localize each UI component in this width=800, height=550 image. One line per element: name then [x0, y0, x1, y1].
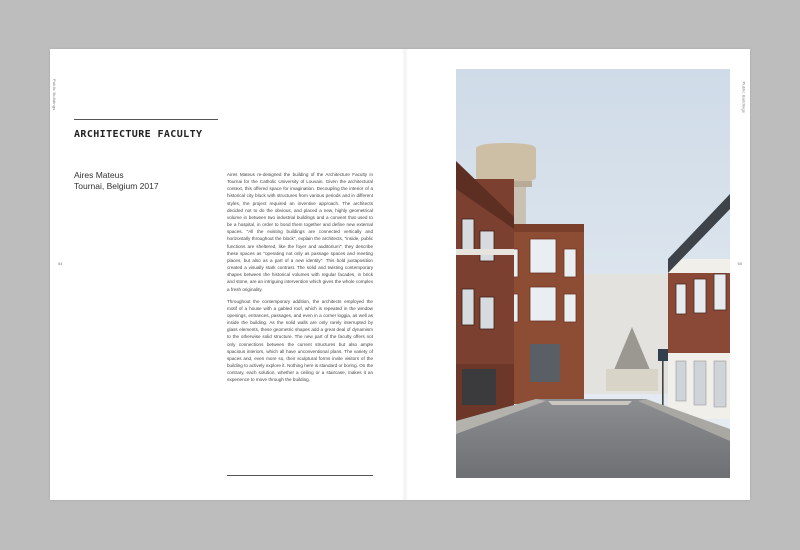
street-sign — [658, 349, 668, 361]
page-number-left: 54 — [58, 261, 63, 266]
body-end-rule — [227, 475, 373, 476]
architect-name: Aires Mateus — [74, 170, 124, 180]
water-tower-tank — [476, 143, 536, 183]
body-paragraph-2: Throughout the contemporary addition, the architects employed the motif of a house with a gabled roof, which is repeated in the window openings, entrances, passages, and even in a corner loggia, as well as inside the building. As the solid walls are only rarely interrupted by glass elements, these geometric shapes add a great deal of dynamism to the otherwise solid structure. The new part of the faculty offers not only connections between the current structures but also ample spacious interiors, which all have unconventional plans. The variety of spaces and, even more so, their sculptural forms invite visitors of the building to actively explore it. Nothing here is standard or boring. On the contrary, each solution, whether a ceiling or a staircase, makes it an experience to move through the building. — [227, 298, 373, 383]
architect-credit — [74, 170, 159, 192]
book-gutter — [402, 49, 408, 500]
building-photo-illustration — [456, 69, 730, 478]
running-header-left: Public Buildings — [52, 79, 57, 111]
building-photograph — [456, 69, 730, 478]
title-rule — [74, 119, 218, 120]
page-number-right: 55 — [737, 261, 742, 266]
running-header-right: Public Buildings — [741, 81, 746, 113]
book-spread — [50, 49, 750, 500]
body-text — [227, 171, 373, 389]
page-title: ARCHITECTURE FACULTY — [74, 129, 203, 140]
project-location: Tournai, Belgium 2017 — [74, 181, 159, 191]
body-paragraph-1: Aires Mateus re-designed the building of the Architecture Faculty in Tournai for the Catholic University of Louvain. Given the architectural context, this offered space for imagination. Decoupling the interior of a historical city block with structures from various periods and in different styles, the project required an inventive approach. The architects decided not to do the obvious, and placed a new, highly geometrical volume in between two industrial buildings and a convent that used to be a hospital, in order to bond them together and define new external spaces. "All the existing buildings are connected vertically and horizontally throughout the block", explain the architects, "inside, public functions are sheltered, like the foyer and auditorium"; they describe these spaces as "operating not only as passage spaces and meeting places, but also as a part of a new identity". This bold juxtaposition created a visually stark contrast. The solid and twisting contemporary shapes between the historical volumes with regular facades, in brick and stone, are an intriguing intervention which gives the whole complex a fresh originality. — [227, 172, 373, 292]
